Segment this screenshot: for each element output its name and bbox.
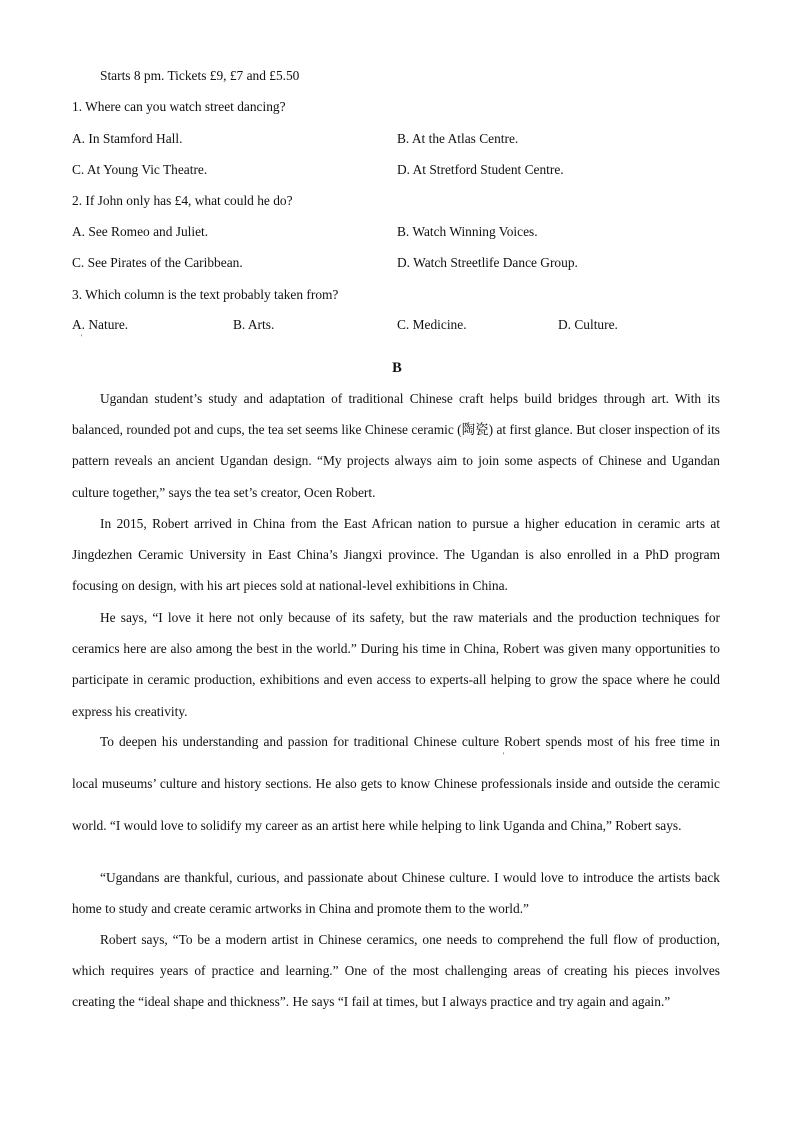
- question-1-option-a: A. In Stamford Hall.: [72, 131, 183, 146]
- paragraph-2: In 2015, Robert arrived in China from the East African nation to pursue a higher education in ceramic arts at Jingdezhen Ceramic University in East China’s Jiangxi province. The Ugandan is also enrolled in a PhD program focusing on design, with his art pieces sold at national-level exhibitions in China.: [72, 516, 720, 594]
- question-1-stem: 1. Where can you watch street dancing?: [72, 99, 286, 114]
- question-1-option-b: B. At the Atlas Centre.: [397, 131, 519, 146]
- question-3-option-d: D. Culture.: [558, 317, 618, 332]
- paragraph-1: Ugandan student’s study and adaptation of traditional Chinese craft helps build bridges through art. With its balanced, rounded pot and cups, the tea set seems like Chinese ceramic (陶瓷) at first glance. But closer inspection of its pattern reveals an ancient Ugandan design. “My projects always aim to join some aspects of Chinese and Ugandan culture together,” says the tea set’s creator, Ocen Robert.: [72, 391, 720, 500]
- question-3-option-c: C. Medicine.: [397, 317, 467, 332]
- intro-line: Starts 8 pm. Tickets £9, £7 and £5.50: [100, 68, 300, 83]
- stray-mark: ': [81, 333, 83, 342]
- stray-mark: ': [503, 751, 505, 760]
- paragraph-6: Robert says, “To be a modern artist in Chinese ceramics, one needs to comprehend the full flow of production, which requires years of practice and learning.” One of the most challenging areas of creating his pieces involves creating the “ideal shape and thickness”. He says “I fail at times, but I always practice and try again and again.”: [72, 932, 720, 1010]
- section-b-heading: B: [392, 360, 402, 376]
- paragraph-3: He says, “I love it here not only because of its safety, but the raw materials and the production techniques for ceramics here are also among the best in the world.” During his time in China, Robert was given many opportunities to participate in ceramic production, exhibitions and even access to experts-all helping to grow the space where he could express his creativity.: [72, 610, 720, 719]
- question-2-option-b: B. Watch Winning Voices.: [397, 224, 538, 239]
- paragraph-4: To deepen his understanding and passion for traditional Chinese culture Robert spends most of his free time in local museums’ culture and history sections. He also gets to know Chinese professionals inside and outside the ceramic world. “I would love to solidify my career as an artist here while helping to link Uganda and China,” Robert says.: [72, 734, 720, 833]
- question-2-option-a: A. See Romeo and Juliet.: [72, 224, 209, 239]
- question-3-option-a: A. Nature.: [72, 317, 129, 332]
- question-1-option-c: C. At Young Vic Theatre.: [72, 162, 208, 177]
- question-2-stem: 2. If John only has £4, what could he do?: [72, 193, 293, 208]
- paragraph-5: “Ugandans are thankful, curious, and passionate about Chinese culture. I would love to introduce the artists back home to study and create ceramic artworks in China and promote them to the world.”: [72, 870, 720, 917]
- question-2-option-d: D. Watch Streetlife Dance Group.: [397, 255, 578, 270]
- question-3-stem: 3. Which column is the text probably taken from?: [72, 287, 339, 302]
- question-2-option-c: C. See Pirates of the Caribbean.: [72, 255, 243, 270]
- question-1-option-d: D. At Stretford Student Centre.: [397, 162, 564, 177]
- question-3-option-b: B. Arts.: [233, 317, 275, 332]
